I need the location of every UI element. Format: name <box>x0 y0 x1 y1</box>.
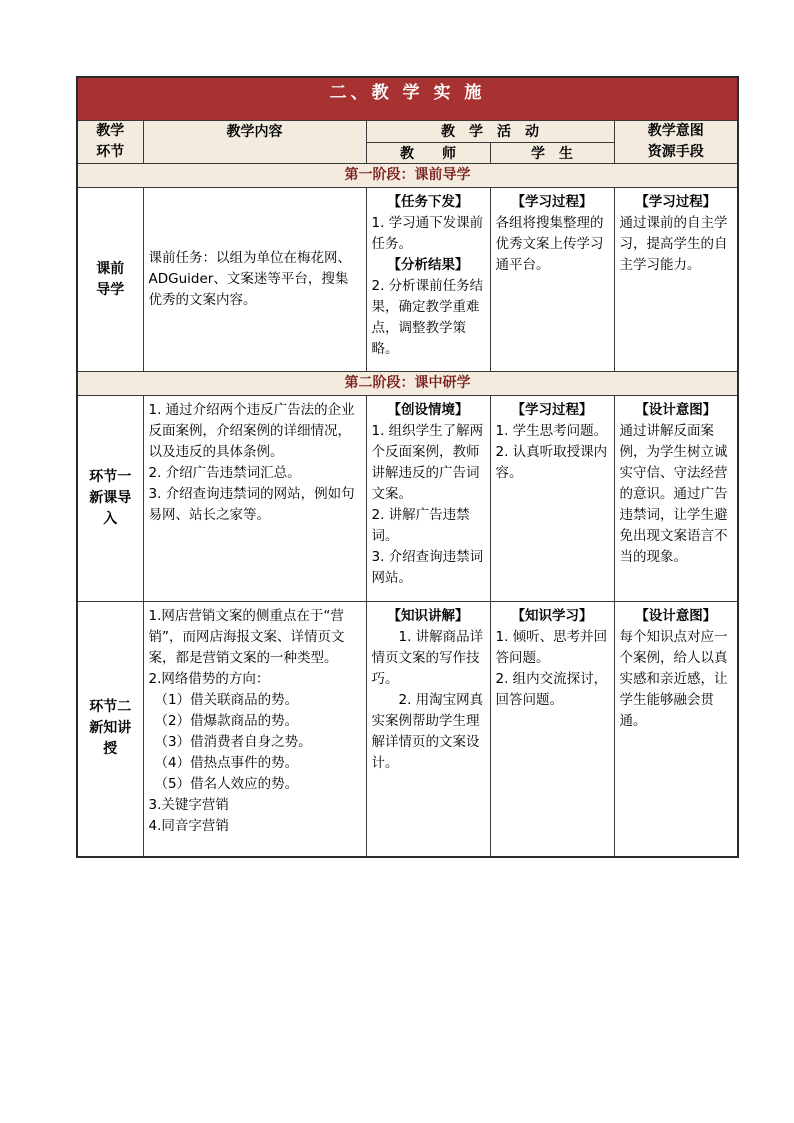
teacher-text: 2. 分析课前任务结果，确定教学重难点，调整教学策略。 <box>371 278 484 357</box>
intent-tag: 【设计意图】 <box>635 402 717 418</box>
header-segment <box>77 121 143 164</box>
phase-label: 第一阶段：课前导学 <box>77 164 738 188</box>
teacher-cell <box>366 396 490 602</box>
intent-text: 通过课前的自主学习，提高学生的自主学习能力。 <box>619 215 728 273</box>
intent-tag: 【设计意图】 <box>635 608 717 624</box>
segment-cell <box>77 602 143 857</box>
student-cell <box>490 602 614 857</box>
segment-label: 授 <box>103 741 118 758</box>
content-text: （4）借热点事件的势。 <box>154 755 299 771</box>
student-text: 2. 组内交流探讨，回答问题。 <box>495 671 608 708</box>
header-segment-line-1: 教学 <box>96 123 125 139</box>
teacher-cell <box>366 188 490 372</box>
teacher-tag: 【任务下发】 <box>387 194 469 210</box>
teacher-tag: 【知识讲解】 <box>387 608 469 624</box>
segment-label: 导学 <box>96 281 125 298</box>
title-row <box>77 77 738 121</box>
student-cell <box>490 396 614 602</box>
segment-cell <box>77 188 143 372</box>
table-row <box>77 396 738 602</box>
header-activity: 教 学 活 动 <box>366 121 614 143</box>
intent-tag: 【学习过程】 <box>635 194 717 210</box>
header-row-1 <box>77 121 738 143</box>
segment-label: 课前 <box>96 260 125 277</box>
segment-label: 环节一 <box>89 469 132 485</box>
content-text: 2.网络借势的方向： <box>148 671 270 687</box>
header-teacher: 教 师 <box>366 143 490 164</box>
segment-label: 入 <box>103 511 118 527</box>
intent-text: 每个知识点对应一个案例，给人以真实感和亲近感，让学生能够融会贯通。 <box>619 629 728 729</box>
student-tag: 【学习过程】 <box>511 402 593 418</box>
student-tag: 【学习过程】 <box>511 194 593 210</box>
student-text: 各组将搜集整理的优秀文案上传学习通平台。 <box>495 215 604 273</box>
teaching-plan-table <box>76 76 739 858</box>
content-cell <box>143 602 366 857</box>
header-student: 学 生 <box>490 143 614 164</box>
student-text: 2. 认真听取授课内容。 <box>495 444 608 481</box>
header-intent-line-2: 资源手段 <box>647 144 704 160</box>
content-cell <box>143 188 366 372</box>
content-text: 3. 介绍查询违禁词的网站，例如句易网、站长之家等。 <box>148 486 355 523</box>
intent-text: 通过讲解反面案例，为学生树立诚实守信、守法经营的意识。通过广告违禁词，让学生避免出现文案语言不当的现象。 <box>619 423 728 565</box>
segment-cell <box>77 396 143 602</box>
student-text: 1. 倾听、思考并回答问题。 <box>495 629 608 666</box>
intent-cell <box>614 188 738 372</box>
teacher-text: 1. 学习通下发课前任务。 <box>371 215 484 252</box>
phase-label: 第二阶段：课中研学 <box>77 372 738 396</box>
teacher-text: 2. 讲解广告违禁词。 <box>371 507 470 544</box>
content-text: 1.网店营销文案的侧重点在于“营销”，而网店海报文案、详情页文案，都是营销文案的一种类型。 <box>148 608 345 666</box>
content-text: （2）借爆款商品的势。 <box>154 713 299 729</box>
content-text: （5）借名人效应的势。 <box>154 776 299 792</box>
table-row <box>77 188 738 372</box>
header-intent-line-1: 教学意图 <box>647 123 704 139</box>
teacher-text: 3. 介绍查询违禁词网站。 <box>371 549 484 586</box>
content-cell <box>143 396 366 602</box>
phase-row <box>77 164 738 188</box>
header-segment-line-2: 环节 <box>96 144 125 160</box>
teacher-tag: 【分析结果】 <box>387 257 469 273</box>
header-intent <box>614 121 738 164</box>
teacher-tag: 【创设情境】 <box>387 402 469 418</box>
content-text: 3.关键字营销 <box>148 797 229 813</box>
content-text: 课前任务：以组为单位在梅花网、ADGuider、文案迷等平台，搜集优秀的文案内容。 <box>148 250 351 308</box>
student-tag: 【知识学习】 <box>511 608 593 624</box>
header-content: 教学内容 <box>143 121 366 164</box>
phase-row <box>77 372 738 396</box>
table-row <box>77 602 738 857</box>
teacher-text: 1. 组织学生了解两个反面案例，教师讲解违反的广告词文案。 <box>371 423 484 502</box>
content-text: （1）借关联商品的势。 <box>154 692 299 708</box>
teacher-cell <box>366 602 490 857</box>
intent-cell <box>614 396 738 602</box>
content-text: 4.同音字营销 <box>148 818 229 834</box>
student-cell <box>490 188 614 372</box>
intent-cell <box>614 602 738 857</box>
student-text: 1. 学生思考问题。 <box>495 423 608 439</box>
segment-label: 新知讲 <box>89 720 132 737</box>
segment-label: 环节二 <box>89 699 132 716</box>
teacher-text: 1. 讲解商品详情页文案的写作技巧。 <box>371 629 484 687</box>
content-text: 2. 介绍广告违禁词汇总。 <box>148 465 301 481</box>
segment-label: 新课导 <box>89 490 132 506</box>
content-text: 1. 通过介绍两个违反广告法的企业反面案例，介绍案例的详细情况，以及违反的具体条例。 <box>148 402 355 460</box>
teacher-text: 2. 用淘宝网真实案例帮助学生理解详情页的文案设计。 <box>371 692 484 771</box>
table-title: 二、教 学 实 施 <box>77 77 738 121</box>
content-text: （3）借消费者自身之势。 <box>154 734 312 750</box>
